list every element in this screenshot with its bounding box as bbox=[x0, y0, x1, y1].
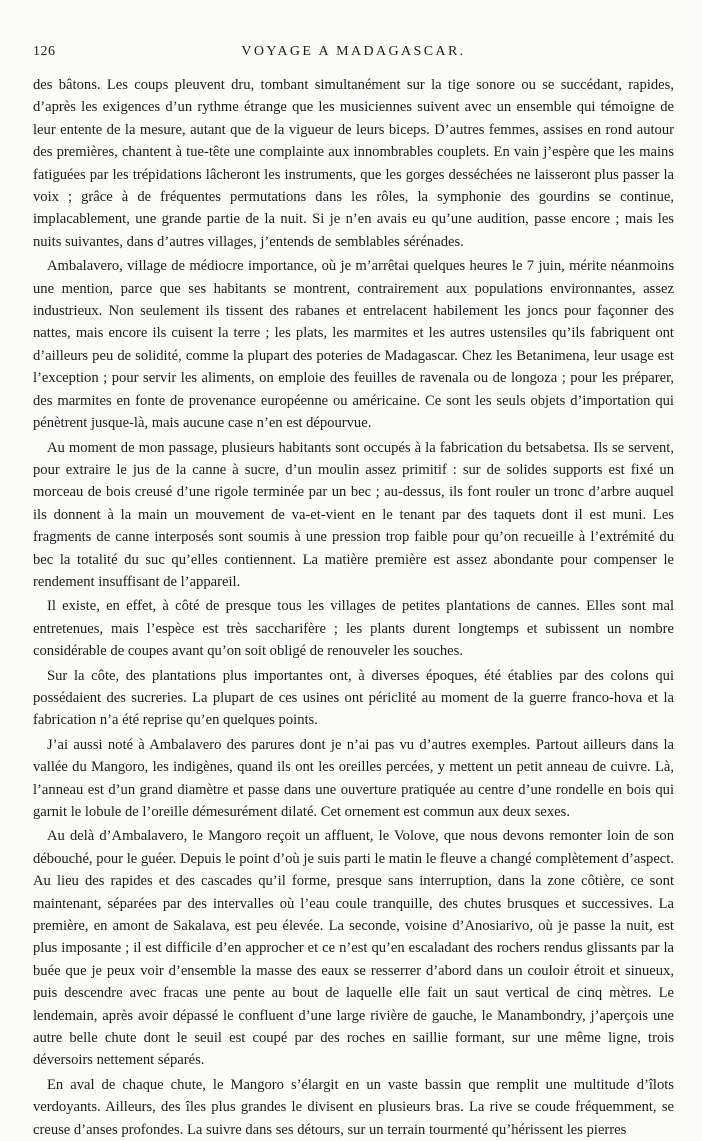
paragraph-betsabetsa: Au moment de mon passage, plusieurs habitants sont occupés à la fabrication du betsabetsa. Ils se servent, pour extraire le jus de la canne à sucre, d’un moulin assez primitif : sur de solides supports est fixé un morceau de bois creusé d’une rigole terminée par un bec ; au-dessus, ils font rouler un tronc d’arbre auquel ils donnent à la main un mouvement de va-et-vient en le tenant par des taquets dont il est muni. Les fragments de canne interposés sont soumis à une pression trop faible pour qu’on recueille à l’extrémité du bec la totalité du suc qu’elles contiennent. La matière première est assez abondante pour compenser le rendement insuffisant de l’appareil. bbox=[33, 439, 674, 590]
paragraph-ambalavero: Ambalavero, village de médiocre importance, où je m’arrêtai quelques heures le 7 juin, mérite néanmoins une mention, parce que ses habitants se montrent, contrairement aux populations environnantes, assez industrieux. Non seulement ils tissent des rabanes et entrelacent habilement les joncs pour façonner des nattes, mais encore ils cuisent la terre ; les plats, les marmites et les autres ustensiles qu’ils fabriquent ont d’ailleurs peu de solidité, comme la plupart des poteries de Madagascar. Chez les Betanimena, leur usage est l’exception ; pour servir les aliments, on emploie des feuilles de ravenala ou de longoza ; pour les préparer, des marmites en fonte de provenance européenne ou américaine. Ce sont les seuls objets d’importation qui pénètrent jusque-là, mais aucune case n’en est dépourvue. bbox=[33, 258, 674, 432]
page-number: 126 bbox=[33, 44, 56, 59]
paragraph-ornaments: J’ai aussi noté à Ambalavero des parures dont je n’ai pas vu d’autres exemples. Partout ailleurs dans la vallée du Mangoro, les indigènes, quand ils ont les oreilles percées, y mettent un petit anneau de cuivre. Là, l’anneau est d’un grand diamètre et passe dans une ouverture pratiquée au centre d’une rondelle en bois qui garnit le lobule de l’oreille démesurément dilaté. Cet ornement est commun aux deux sexes. bbox=[33, 736, 674, 820]
paragraph-mangoro-falls: Au delà d’Ambalavero, le Mangoro reçoit un affluent, le Volove, que nous devons remonter loin de son débouché, pour le guéer. Depuis le point d’où je suis parti le matin le fleuve a changé complètement d’aspect. Au lieu des rapides et des cascades qu’il forme, presque sans interruption, dans la zone côtière, ce sont maintenant, séparées par des intervalles où l’eau coule tranquille, des chutes brusques et successives. La première, en amont de Sakalava, est peu élevée. La seconde, voisine d’Anosiarivo, où je passe la nuit, est plus imposante ; il est difficile d’en approcher et ce n’est qu’en escaladant des rochers rendus glissants par la buée que je peux voir d’ensemble la masse des eaux se resserrer d’abord dans un couloir étroit et sinueux, puis descendre avec fracas une pente au bout de laquelle elle fait un saut vertical de cinq mètres. Le lendemain, après avoir dépassé le confluent d’une large rivière de gauche, le Manambondry, j’aperçois une autre belle chute dont le seuil est coupé par des roches en saillie formant, sur une même ligne, trois déversoirs nettement séparés. bbox=[33, 828, 674, 1069]
paragraph-coast-plantations: Sur la côte, des plantations plus importantes ont, à diverses époques, été établies par des colons qui possédaient des sucreries. La plupart de ces usines ont périclité au moment de la guerre franco-hova et la fabrication n’a été reprise qu’en quelques points. bbox=[33, 667, 674, 729]
running-title: VOYAGE A MADAGASCAR. bbox=[241, 44, 466, 59]
paragraph-cane-plantations: Il existe, en effet, à côté de presque tous les villages de petites plantations de cannes. Elles sont mal entretenues, mais l’espèce est très saccharifère ; les plants durent longtemps et subissent un nombre considérable de coupes avant qu’on soit obligé de renouveler les souches. bbox=[33, 598, 674, 660]
paragraph-continuation: des bâtons. Les coups pleuvent dru, tombant simultanément sur la tige sonore ou se succédant, rapides, d’après les exigences d’un rythme étrange que les musiciennes suivent avec un ensemble qui témoigne de leur entente de la mesure, autant que de la vigueur de leurs biceps. D’autres femmes, assises en rond autour des premières, chantent à tue-tête une complainte aux innombrables couplets. En vain j’espère que les mains fatiguées par les trépidations lâcheront les instruments, que les gorges desséchées ne laisseront plus passer la voix ; grâce à de fréquentes permutations dans les rôles, la symphonie des gourdins se continue, implacablement, une grande partie de la nuit. Si je n’en avais eu qu’une audition, passe encore ; mais les nuits suivantes, dans d’autres villages, j’entends de semblables sérénades. bbox=[33, 77, 674, 250]
body-text bbox=[33, 74, 674, 1141]
book-page bbox=[33, 44, 674, 1141]
running-head bbox=[33, 44, 674, 64]
paragraph-mangoro-basin: En aval de chaque chute, le Mangoro s’élargit en un vaste bassin que remplit une multitude d’îlots verdoyants. Ailleurs, des îles plus grandes le divisent en plusieurs bras. La rive se coude fréquemment, se creuse d’anses profondes. La suivre dans ses détours, sur un terrain tourmenté qu’hérissent les pierres bbox=[33, 1076, 674, 1138]
